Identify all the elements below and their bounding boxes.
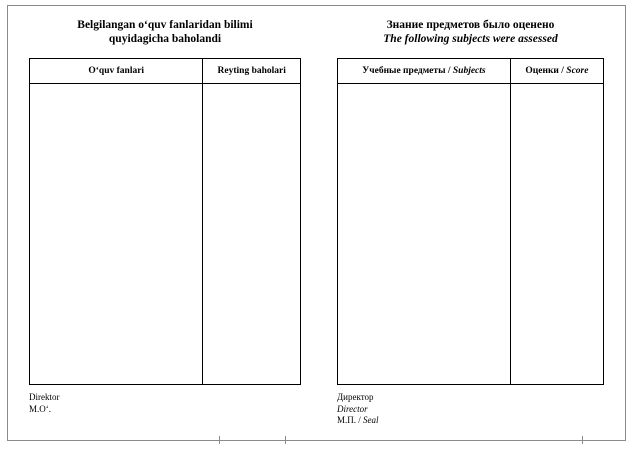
left-heading [29, 18, 301, 46]
page-columns [7, 5, 626, 441]
right-signature-seal-en: Seal [363, 415, 379, 425]
column-header-scores-ru: Оценки / [525, 66, 567, 76]
column-header-scores [510, 59, 603, 84]
right-signature-seal-ru: М.П. / [337, 415, 364, 425]
table-row [30, 84, 301, 385]
column-header-subjects [338, 59, 511, 84]
table-header-row [338, 59, 604, 84]
scores-entry-area[interactable] [203, 84, 301, 385]
left-signature-director: Direktor [29, 392, 60, 402]
right-signature-director-en: Director [337, 403, 368, 414]
tick-mark-left [219, 436, 220, 444]
subjects-entry-area[interactable] [30, 84, 203, 385]
left-signature-seal: M.O‘. [29, 403, 51, 414]
subjects-entry-area[interactable] [338, 84, 511, 385]
column-header-subjects-ru: Учебные предметы / [362, 66, 453, 76]
tick-mark-center [285, 436, 286, 444]
left-signature-block [29, 392, 301, 415]
right-signature-director-ru: Директор [337, 392, 374, 402]
left-heading-line2: quyidagicha baholandi [108, 33, 222, 45]
right-signature-block [337, 392, 604, 427]
column-header-subjects-en: Subjects [452, 66, 486, 76]
column-header-subjects: O‘quv fanlari [30, 59, 203, 84]
tick-mark-right [582, 436, 583, 444]
right-heading-russian: Знание предметов было оценено [386, 19, 555, 31]
left-heading-line1: Belgilangan o‘quv fanlaridan bilimi [77, 19, 253, 31]
table-row [338, 84, 604, 385]
right-heading-english: The following subjects were assessed [383, 33, 558, 45]
right-signature-seal [337, 415, 604, 427]
table-header-row [30, 59, 301, 84]
left-page-panel [7, 5, 319, 441]
bottom-tick-marks [7, 443, 626, 444]
column-header-scores-en: Score [566, 66, 589, 76]
column-header-scores: Reyting baholari [203, 59, 301, 84]
scores-entry-area[interactable] [510, 84, 603, 385]
right-page-panel [319, 5, 626, 441]
right-subjects-table [337, 58, 604, 385]
left-subjects-table [29, 58, 301, 385]
